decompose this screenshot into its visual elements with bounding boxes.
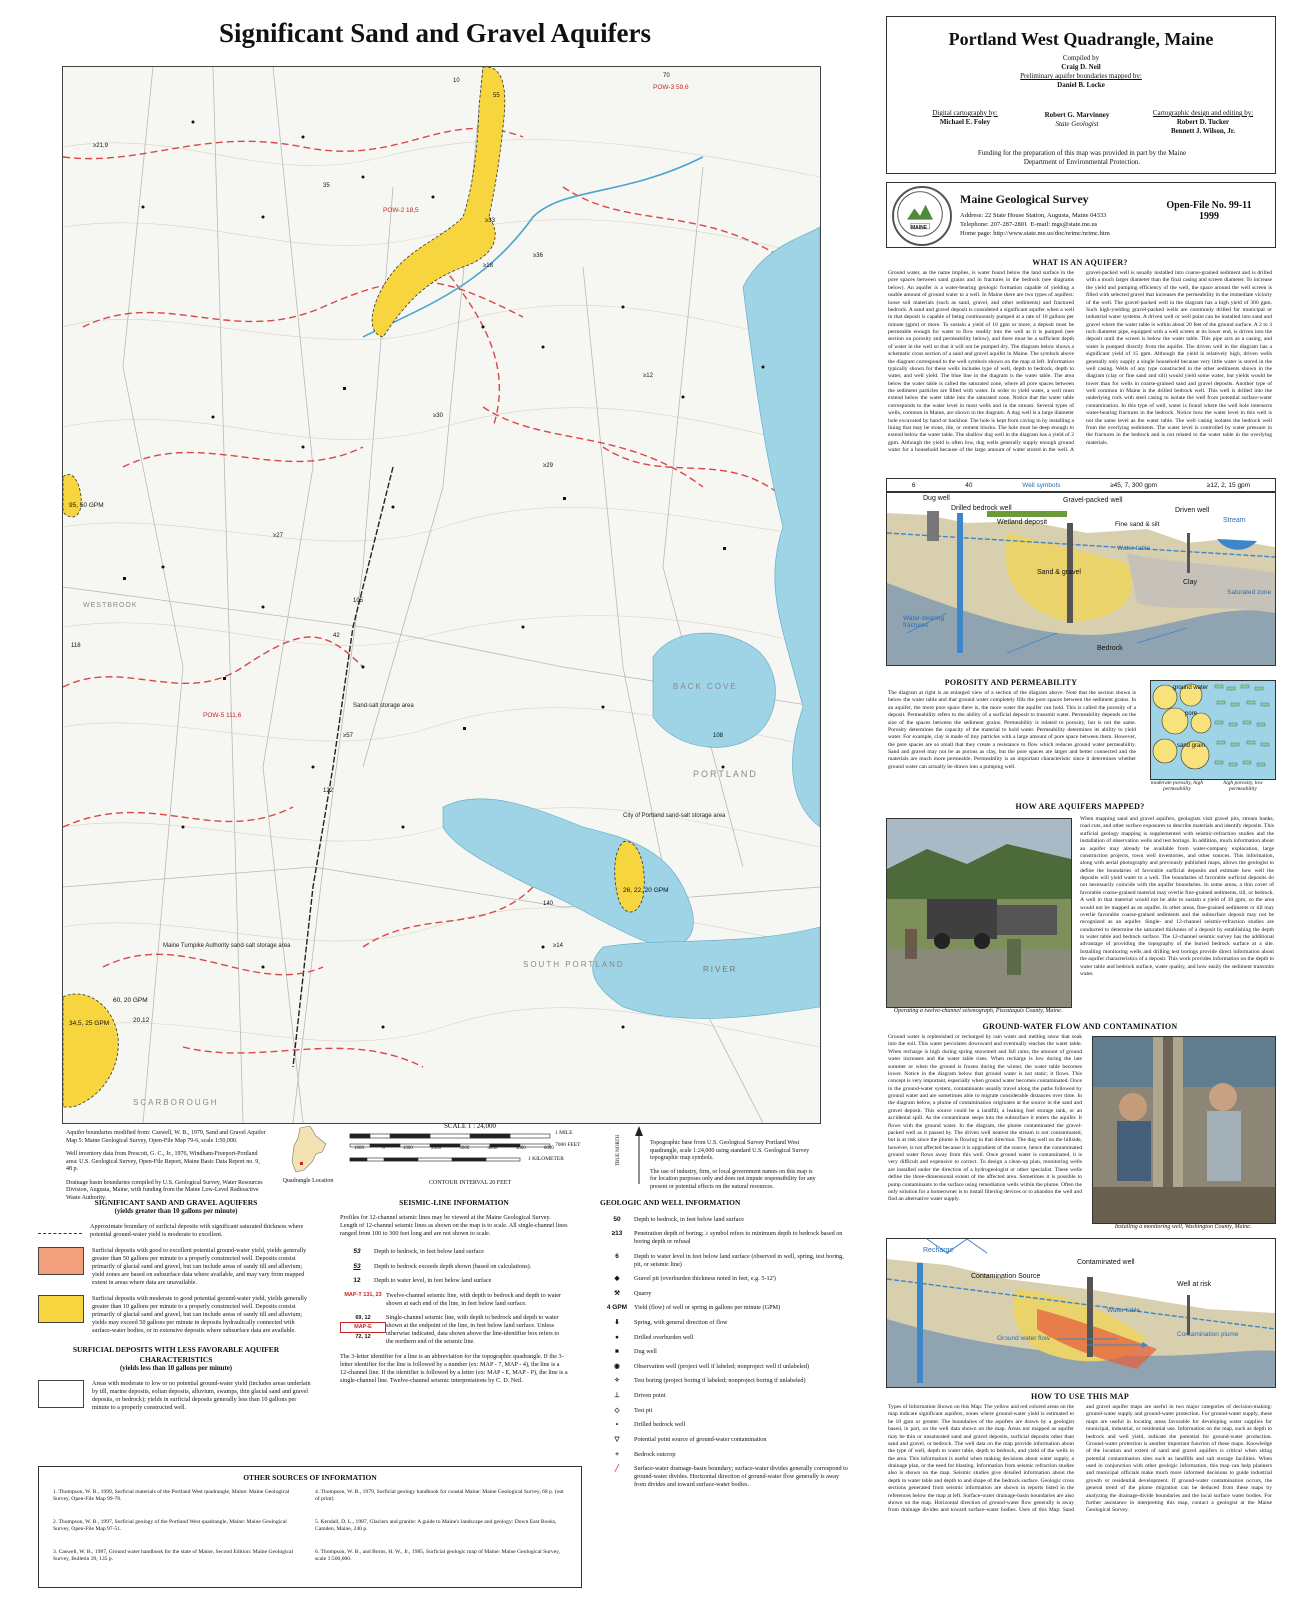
red-text: Surficial deposits with good to excellent potential ground-water yield, yields generally greater than 50 gallons per minute to a properly constructed well. Deposits consist primarily of glacial sand and gravel, but can include areas of sandy till and alluvium; yield zones are based on subsurface data where available, and may vary from mapped extent in areas where data are unavailable. [92,1246,307,1286]
seismograph-caption: Operating a twelve-channel seismograph, Piscataquis County, Maine. [893,1008,1063,1014]
open-file-label: Open-File No. 99-11 [1166,200,1252,211]
white-swatch [38,1380,84,1408]
seismic-legend [340,1198,568,1385]
depth-label: ≥21,9 [93,143,108,149]
label-well-34: 34,5, 25 GPM [69,1020,110,1027]
label-ground-water: ground water [1173,685,1209,691]
porosity-heading: POROSITY AND PERMEABILITY [944,678,1078,687]
label-fractures: Water-bearing fractures [903,615,944,629]
boundary-line-swatch [38,1223,82,1234]
depth-label: ≥12 [643,373,653,379]
label-contaminated-well: Contaminated well [1077,1259,1135,1266]
aquifer-legend [38,1198,314,1412]
topo-note: Topographic base from U.S. Geological Survey Portland West quadrangle, scale 1:24,000 using standard U.S. Geological Survey topographic map symbols. [650,1140,810,1161]
scale-label: SCALE 1 : 24,000 [443,1122,497,1130]
geologic-row [600,1334,852,1342]
scale-tick: 4000 [487,1146,498,1151]
geologic-symbol: 6 [615,1252,619,1260]
cross-section-graphic [887,493,1275,665]
open-file-number [1164,200,1254,222]
quad-title: Portland West Quadrangle, Maine [948,29,1214,49]
seal-graphic [894,188,946,240]
geologic-symbol: ╱ [615,1465,619,1473]
geologic-row-text: Test boring (project boring if labeled; nonproject boring if unlabeled) [634,1377,806,1385]
label-turnpike-sand-salt: Maine Turnpike Authority sand-salt storage area [163,943,291,949]
geologic-row-text: Yield (flow) of well or spring in gallons per minute (GPM) [634,1304,781,1312]
label-pow5: POW-5 111,6 [203,712,242,719]
depth-label: ≥36 [533,253,543,259]
geologic-row-text: Test pit [634,1406,653,1414]
twelve-channel-text: Twelve-channel seismic line, with depth to bedrock and depth to water shown at each end of the line, in feet below land surface. [386,1291,561,1307]
geologic-symbol: ⬇ [614,1318,620,1326]
scale-feet-ticks [354,1146,554,1151]
geologic-row [600,1436,852,1444]
label-back-cove: BACK COVE [673,682,738,691]
depth-label: 42 [333,633,340,639]
porosity-text: The diagram at right is an enlarged view of a section of the diagram above. Note that the section shown is below the water table and that ground water completely fills the pore spaces between the sediment grains. In an aquifer, the more pore space there is, the more water the aquifer can hold. This is called the porosity of a deposit. Permeability refers to the ability of a surficial deposit to transmit water. Permeability depends on the size of the spaces between the sediment grains. Permeability is related to porosity, but is not the same. Porosity determines the capacity of the material to hold water. Permeability determines its ability to yield water. For example, clay is made of tiny particles with a large amount of pore space between them. However, the pore spaces are so small that they create a resistance to flow which reduces ground water permeability. Sand and gravel may not be as porous as clay, but the pore spaces are larger and better connected and the materials are much more permeable. Permeability is an important characteristic since it determines whether ground water can actually be drawn into a pumping well. [888,690,1136,770]
geologic-row-text: Bedrock outcrop [634,1450,676,1458]
scale-unit-feet: 7000 FEET [555,1142,581,1148]
geologic-row-text: Observation well (project well if labeled; nonproject well if unlabeled) [634,1362,810,1370]
map-title: Significant Sand and Gravel Aquifers [218,18,652,48]
seismic-symbol: 12 [353,1277,361,1285]
geologic-row [600,1253,852,1269]
geologic-symbol: ✧ [614,1377,620,1385]
label-well-at-risk: Well at risk [1177,1281,1212,1288]
legend-aquifer-subtitle: (yields greater than 10 gallons per minute) [114,1207,238,1215]
survey-homepage[interactable]: Home page: http://www.state.me.us/doc/nrimc/nrimc.htm [960,229,1110,237]
scale-tick: 0 [382,1146,385,1151]
seismic-row [340,1314,568,1346]
single-channel-bottom: 72, 12 [355,1333,371,1340]
state-geologist-title: State Geologist [1055,120,1099,129]
geologic-row [600,1348,852,1356]
compiled-by-label: Compiled by [1062,54,1100,62]
base-notes [66,1130,266,1208]
survey-address: Address: 22 State House Station, Augusta, Maine 04333 [960,212,1107,219]
porosity-diagram [1150,680,1276,780]
open-file-year: 1999 [1199,211,1219,222]
label-ground-water-flow: Ground water flow [997,1335,1050,1342]
geologic-row [600,1216,852,1224]
depth-label: ≥33 [485,218,495,224]
depth-label: 70 [663,73,670,79]
topo-notes [650,1140,820,1191]
label-south-portland: SOUTH PORTLAND [523,960,625,969]
funding-note: Funding for the preparation of this map was provided in part by the Maine Department of Environmental Protection. [977,149,1187,167]
label-pow2: POW-2 18,5 [383,207,419,214]
geologic-row-text: Gravel pit (overburden thickness noted in feet, e.g. 5-12') [634,1275,776,1282]
label-well-20: 20,12 [133,1017,150,1024]
label-fine-sand: Fine sand & silt [1115,521,1160,528]
scale-tick: 1000 [354,1146,364,1151]
label-dug-well: Dug well [923,495,950,502]
mapping-heading: HOW ARE AQUIFERS MAPPED? [1015,802,1145,811]
prelim-label: Preliminary aquifer boundaries mapped by: [1020,72,1142,81]
geologic-symbol: + [615,1450,619,1458]
twelve-channel-symbol: MAP-T 131, 23 [344,1291,382,1298]
depth-label: ≥18 [483,263,493,269]
scale-tick: 5000 [515,1146,526,1151]
depth-label: ≥14 [553,943,563,949]
quadrangle-location-caption: Quadrangle Location [282,1178,334,1184]
digital-by: Michael E. Foley [939,118,991,127]
label-westbrook: WESTBROOK [83,602,138,609]
geologic-symbol: 50 [613,1215,621,1223]
symbol-bar-item: 6 [911,481,916,489]
source-item: 3. Caswell, W. B., 1987, Ground water handbook for the state of Maine, Second Edition: Maine Geological Survey, Bulletin 39, 135 p. [53,1549,294,1563]
maine-outline-icon [286,1126,330,1174]
depth-label: 140 [543,901,554,907]
source-item: 5. Kendall, D. L., 1987, Glaciers and granite: A guide to Maine's landscape and geology: Down East Books, Camden, Maine, 240 p. [315,1519,557,1533]
geologic-row-text: Depth to bedrock, in feet below land surface [634,1215,744,1223]
geologic-row [600,1363,852,1371]
label-recharge: Recharge [923,1247,954,1254]
depth-label: ≥29 [543,463,553,469]
monitoring-well-photo [1092,1036,1276,1224]
geologic-row [600,1465,852,1489]
survey-contact [960,212,1110,238]
label-sand-salt: Sand-salt storage area [353,703,414,709]
source-item: 4. Thompson, W. B., 1979, Surficial geology handbook for coastal Maine: Maine Geological Survey, 68 p. (out of print) [315,1489,564,1503]
geologic-rows [600,1216,852,1490]
label-driven-well: Driven well [1175,507,1210,514]
geologic-symbol: ■ [615,1348,619,1356]
yellow-aquifers[interactable] [63,67,644,1107]
scale-unit-mile: 1 MILE [555,1130,573,1136]
fore-river [443,799,693,947]
geologic-row [600,1230,852,1246]
geologic-symbol: ◇ [614,1406,620,1414]
symbol-bar-item: 40 [965,481,973,489]
porosity-caption-right: high porosity, low permeability [1223,780,1263,792]
label-well-26: 26, 22, 20 GPM [623,887,669,894]
label-water-table-2: Water table [1107,1307,1140,1314]
label-drilled-bedrock-well: Drilled bedrock well [951,505,1012,512]
geologic-row-text: Potential point source of ground-water contamination [634,1435,767,1443]
compiler-name: Craig D. Neil [1061,63,1101,72]
geologic-row-text: Drilled bedrock well [634,1421,686,1429]
source-item: 2. Thompson, W. B., 1997, Surficial geology of the Portland West quadrangle, Maine: Maine Geological Survey, Open-File Map 97-51. [53,1519,287,1533]
label-sand-grain: sand grain [1177,743,1206,749]
white-text: Areas with moderate to low or no potential ground-water yield (includes areas underlain by till, marine deposits, eolian deposits, alluvium, swamps, thin glacial sand and gravel deposits, or bedrock); yields in surficial deposits generally less than 10 gallons per minute to a properly constructed well. [92,1379,311,1411]
label-scarborough: SCARBOROUGH [133,1098,219,1107]
quadrangle-location-map [286,1126,330,1174]
scale-tick: 3000 [459,1146,470,1151]
seismic-intro: Profiles for 12-channel seismic lines may be viewed at the Maine Geological Survey. Length of 12-channel seismic lines as shown on the map is to scale. All single-channel lines ranged from 100 to 300 feet long and are not shown to scale. [340,1213,568,1237]
seismic-row [340,1248,568,1256]
contour-interval: CONTOUR INTERVAL 20 FEET [428,1180,512,1186]
porosity-caption-left: moderate porosity, high permeability [1150,780,1204,792]
geologic-row [600,1304,852,1312]
design-by-1: Robert D. Tucker [1176,118,1230,127]
symbol-bar-item: Well symbols [1022,481,1061,489]
single-channel-symbol [340,1314,386,1341]
geologic-row [600,1275,852,1283]
use-heading: HOW TO USE THIS MAP [1030,1392,1130,1401]
label-stream: Stream [1223,517,1246,524]
design-by-2: Bennett J. Wilson, Jr. [1170,127,1236,136]
label-portland-sand-salt: City of Portland sand-salt storage area [623,813,726,819]
north-arrow-icon [632,1126,646,1186]
aquifer-cross-section [886,492,1276,666]
label-saturated-zone: Saturated zone [1227,589,1272,596]
geologic-row [600,1421,852,1429]
scale-tick: 2000 [431,1146,442,1151]
well-symbol-bar [886,478,1276,492]
seismic-row [340,1292,568,1308]
label-gravel-packed-well: Gravel-packed well [1063,497,1123,504]
label-pow3: POW-3 59,6 [653,84,689,91]
seismograph-photo [886,818,1072,1008]
scale-unit-km: 1 KILOMETER [528,1156,564,1162]
seal-text: MAINE [911,225,928,231]
label-wetland: Wetland deposit [997,519,1048,526]
geologic-symbol: ◉ [614,1362,620,1370]
presumpscot-estuary [743,227,820,827]
base-note: Drainage basin boundaries compiled by U.S. Geological Survey, Water Resources Division, Augusta, Maine, with funding from the Maine Low-Level Radioactive Waste Authority. [66,1179,263,1201]
label-contamination-source: Contamination Source [971,1273,1041,1280]
scarborough-aquifer[interactable] [63,994,118,1107]
source-item: 1. Thompson, W. B., 1999, Surficial materials of the Portland West quadrangle, Maine: Maine Geological Survey, Open-File Map 99-78. [53,1489,290,1503]
label-water-table: Water table [1117,545,1150,552]
topo-note: The use of industry, firm, or local government names on this map is for location purposes only and does not impute responsibility for any present or potential effects on the natural resources. [650,1168,816,1190]
use-text: Types of Information Shown on this Map: The yellow and red colored areas on the map indicate significant aquifers, zones where ground-water yield is estimated to be 10 gpm or greater. The boundaries of the aquifers are drawn by a geologist based, in part, on the well data shown on the map. Areas not mapped as aquifer may be thin or unsaturated sand and gravel deposits, surficial deposits other than sand and gravel, or bedrock. The well data on the map provide information about the type of well, depth to water table, depth to bedrock, and yield of the wells in the area. This information is useful when making decisions about water supply, a drainage plan, or the need for blasting. Information from seismic refraction studies also is shown on the map. Seismic studies give detailed information about the depth to water table and depth to and shape of the bedrock surface. Geologic cross sections generated from seismic information are shown in reports listed in the references below the map at left. Surface-water drainage-basin boundaries are also shown on the map. Horizontal direction of ground-water flow generally is away from drainage divides and toward surface-water bodies. Uses of this Map: Sand and gravel aquifer maps are useful in two major categories of decision-making: ground-water supply and ground-water protection. For ground-water supply, these maps are useful in locating areas favorable for developing water supplies for municipal, industrial, or residential use. Information on the map, such as depth to bedrock and well yield, indicate the potential for ground-water production. Ground-water protection is another important function of these maps. Knowledge of the location and extent of sand and gravel aquifers is critical when siting potential contamination sites such as landfills and salt storage facilities. When used in conjunction with other geologic information, this map can help planners and municipal officials make much more informed decisions to guide industrial growth or residential development. If ground-water contamination occurs, the general trend of the plume migration can be deduced from these maps by analyzing the drainage-divide boundaries and the local surface water bodies. For further assistance in interpreting this map, contact a geologist at the Maine Geological Survey. [888,1404,1272,1514]
geologic-symbol: ◆ [614,1275,620,1282]
label-river: RIVER [703,965,738,974]
single-channel-text: Single-channel seismic line, with depth to bedrock and depth to water shown at the endpoint of the line, in feet below land surface. Unless otherwise indicated, data shown above the line-identifier box refers to the northern end of the seismic line. [386,1314,560,1346]
base-note: Aquifer boundaries modified from: Caswell, W. B., 1979, Sand and Gravel Aquifer Map 5: Maine Geological Survey, Open-File Map 79-6, scale 1:50,000. [66,1130,266,1144]
label-portland: PORTLAND [693,769,758,779]
depth-label: ≥27 [273,533,283,539]
state-geologist-name: Robert G. Marvinney [1044,111,1110,119]
geologic-row-text: Penetration depth of boring; ≥ symbol refers to minimum depth to bedrock based on boring depth or refusal [634,1230,843,1246]
geologic-symbol: 4 GPM [606,1304,628,1312]
true-north-label: TRUE NORTH [616,1134,621,1166]
geologic-row-text: Spring, with general direction of flow [634,1318,728,1326]
depth-label: 10 [453,78,460,84]
geologic-row-text: Depth to water level in feet below land surface (observed in well, spring, test boring, pit, or seismic line) [634,1252,844,1268]
boundary-text: Approximate boundary of surficial deposits with significant saturated thickness where potential ground-water yield is moderate to excellent. [90,1222,304,1238]
sources-title: OTHER SOURCES OF INFORMATION [243,1473,377,1482]
single-channel-top: 69, 12 [355,1315,371,1322]
depth-label: 118 [71,643,81,649]
red-swatch [38,1247,84,1275]
contamination-text: Ground water is replenished or recharged by rain water and melting snow that soak into the soil. This water percolates downward and eventually reaches the water table. When recharge is high during spring snowmelt and fall rains, the amount of ground water increases and the water table rises. When recharge is low during the late summer or when the ground is frozen during the winter, the water table becomes lower. Notice in the diagram below that ground water is not static; it flows. This concept is very important, especially when ground water becomes contaminated. Once in the ground-water system, contaminants usually travel along the paths followed by ground water and are sometimes able to migrate considerable distances over time. In the diagram below, a plume of contamination originates at the source in the sand and gravel deposit. This source could be a landfill, a leaking fuel storage tank, or an accidental spill. As the contaminant seeps into the subsurface it enters the aquifer. It flows with the ground water. In the diagram, the plume contaminated the gravel-packed well as it passed by. The driven well nearest the stream is not contaminated, but is at risk since the plume is flowing in that direction. The dug well on the hillside, however, is not affected because it is upgradient of the source, hence the contaminated ground water flows away from this well. Once ground water is contaminated, it is very difficult and expensive to correct. To design a clean-up plan, monitoring wells are installed under the direction of a hydrogeologist or other specialist. These wells define the three-dimensional extent of the affected area. Sometimes it is possible to pump contaminants to the surface using remediation wells within the plume. Often the only solution for a homeowner is to install filtering devices or to abandon the well and find an alternative water supply. [888,1034,1082,1203]
label-bedrock: Bedrock [1097,645,1123,652]
label-well-60: 60, 20 GPM [113,997,148,1004]
geologic-row-text: Driven point [634,1392,666,1399]
label-clay: Clay [1183,579,1198,586]
depth-label: 105 [353,598,364,604]
depth-label: 35 [323,183,330,189]
seismic-symbol: 53 [353,1247,361,1255]
porosity-graphic [1151,681,1275,779]
aquifer-text: Ground water, as the name implies, is water found below the land surface in the pore spaces between sand grains and in fractures in the bedrock (see diagrams below). An aquifer is a water-bearing geologic formation capable of yielding a usable amount of ground water to a well. In Maine there are two types of aquifers: loose soil materials (such as sand, gravel, and other sediments) and fractured bedrock. A sand and gravel deposit is considered a significant aquifer when a well in that deposit is capable of being continuously pumped at a rate of 10 gallons per minute (gpm) or more. To sustain a yield of 10 gpm or more, a deposit must be permeable enough for water to flow readily into the well as it is pumped (see section on porosity and permeability below), and there must be a sufficient depth of water in the well so that it will not be pumped dry. The diagram below shows a schematic cross section of a sand and gravel aquifer in Maine. The symbols above the diagram correspond to the well symbols shown on the map at left. Information typically shown for these wells includes type of well, depth to bedrock, depth to water, and well yield. The blue line in the diagram is the water table. The area below the water table is called the saturated zone, where all pore spaces between the sediment particles are filled with water. In order to yield water, a well must extend below the water table into the saturated zone. Notice that the water table corresponds to the water level in most wells and in the stream. Several types of wells, common in Maine, are shown in the diagram. A dug well is a large diameter hole excavated by hand or backhoe. The hole is kept from caving in by installing a lining that may be stone, tile, or cement blocks. The hole must be deep enough to extend below the water table. The shallow dug well in the diagram has a yield of 2 gpm. Although the yield is often low, dug wells generally supply enough ground water for a household because of the large amount of water stored in the well. A gravel-packed well is usually installed into coarse-grained sediment and is drilled with a much larger diameter than the final casing and screen diameter. To increase the yield and pumping efficiency of the well, the space around the well screen is filled with selected gravel that increases the permeability in the immediate vicinity of the well. The gravel-packed well in the diagram has a high yield of 300 gpm. Such high-yielding gravel-packed wells are commonly drilled for municipal or industrial water systems. A driven well or well point can be installed into sand and gravel where the water table is within about 20 feet of the ground surface. A 2 to 3 inch diameter pipe, equipped with a well screen at its lower end, is driven into the deposit until the screen is below the water table. This pipe acts as a casing, and water is pumped directly from the aquifer. The driven well in the diagram has a significant yield of 15 gpm. Although the yield is relatively high, driven wells generally only supply a single household because very little water is stored in the well casing. Wells of any type constructed in the other sediments shown in the diagram (clay or fine sand and silt) would yield some water, but yields would be lower than for wells in coarse-grained sand and gravel deposits. Another type of well common in Maine is the drilled bedrock well. This well is drilled into the underlying rock with steel casing to isolate the well from potential surface-water contamination. In this type of well, water is found where the well hole intersects water-bearing fractures in the bedrock. Notice how the water level in this well is not the same level as the water table. The well casing isolates the bedrock well from the overlying sediments. The water level is controlled by water pressure in the fractures in the bedrock and is not related to the water table in the overlying materials. [888,270,1272,453]
label-well-95: 95, 50 GPM [69,502,104,509]
scale-tick: 1000 [402,1146,413,1151]
single-channel-id: MAP-E [340,1322,386,1332]
seismic-row [340,1277,568,1285]
mapping-text: When mapping sand and gravel aquifers, geologists visit gravel pits, stream banks, road cuts, and other surface exposures to describe materials and identify deposits. This surficial geology mapping is supplemented with seismic-refraction studies and the installation of observation wells and test borings. In addition, much information about an aquifer may already be available from water-company exploration, large construction projects, town well inventories, and other sources. This information, along with aerial photography and previously published maps, allows the geologist to define the boundaries of favorable surficial deposits and estimate how well the deposits will yield water to a well. The boundaries of favorable surficial deposits do not necessarily coincide with the aquifer boundaries. In some areas, a thin cover of favorable coarse-grained material may overlie fine-grained sediments, till, or bedrock. A well in that material would not be able to sustain a yield of 10 gpm, so the area would not be mapped as an aquifer. In other areas, fine-grained sediments or till may overlie favorable coarse-grained sediments and the subsurface deposit may not be recognized as an aquifer. Single- and 12-channel seismic-refraction studies are conducted to determine the saturated thickness of a deposit by establishing the depth to water table and bedrock surface. The 12-channel seismic survey has the additional advantage of providing the topography of the buried bedrock surface at a site. Installing monitoring wells and drilling test borings provide direct information about the aquifer characteristics of a deposit. This work provides information on the depth to water table and bedrock surface, water quality, and how easily the sediment transmits water. [1080,816,1274,977]
scale-tick: 6000 [543,1146,554,1151]
base-note: Well inventory data from Prescott, G. C., Jr., 1976, Windham-Freeport-Portland area: U.S. Geological Survey, Open-File Report, Maine Basic Data Report no. 9, 48 p. [66,1151,260,1172]
department-seal-icon [892,186,952,246]
geologic-symbol: • [615,1421,619,1429]
contamination-diagram [886,1238,1276,1388]
depth-label: ≥30 [433,413,443,419]
presumpscot-river [363,157,703,337]
geologic-row-text: Quarry [634,1289,652,1297]
seismic-title: SEISMIC-LINE INFORMATION [399,1198,509,1207]
label-pore: pore [1185,711,1198,717]
legend-aquifer-title: SIGNIFICANT SAND AND GRAVEL AQUIFERS [94,1198,258,1207]
yellow-text: Surficial deposits with moderate to good potential ground-water yield, yields generally greater than 10 gallons per minute to a properly constructed well. Deposits consist primarily of glacial sand and gravel, but can include areas of sandy till and alluvium; yields may exceed 50 gallons per minute in deposits hydraulically connected with surface-water bodies, or in extensive deposits where subsurface data are available. [92,1295,307,1335]
seismic-row [340,1263,568,1271]
geologic-symbol: ≥13 [611,1230,623,1238]
label-sand-gravel: Sand & gravel [1037,569,1081,576]
geologic-symbol: ● [615,1333,619,1341]
legend-less-title: SURFICIAL DEPOSITS WITH LESS FAVORABLE AQUIFER CHARACTERISTICS [72,1345,280,1365]
geologic-row [600,1451,852,1459]
survey-telephone: Telephone: 207-287-2801 [960,220,1028,228]
geologic-row-text: Surface-water drainage-basin boundary; surface-water divides generally correspond to ground-water divides. Horizontal direction of ground-water flow generally is away from divides and toward surface-water bodies. [634,1465,848,1489]
photo-graphic [887,819,1071,1007]
geologic-row-text: Drilled overburden well [634,1333,694,1341]
seismic-row-text: Depth to bedrock, in feet below land surface [374,1247,484,1255]
seismic-row-text: Depth to water level, in feet below land surface [374,1277,492,1285]
title-block [886,16,1276,174]
map-canvas [63,67,820,1123]
aquifer-heading: WHAT IS AN AQUIFER? [1032,258,1128,267]
depth-label: ≥57 [343,733,353,739]
survey-email[interactable]: E-mail: mgs@state.me.us [1030,220,1098,228]
geologic-title: GEOLOGIC AND WELL INFORMATION [600,1198,741,1207]
legend-less-subtitle: (yields less than 10 gallons per minute) [119,1364,233,1372]
depth-label: 122 [323,788,334,794]
geologic-row [600,1377,852,1385]
source-item: 6. Thompson, W. B., and Borns, H. W., Jr., 1985, Surficial geologic map of Maine: Maine Geological Survey, scale 1:500,000. [315,1549,561,1563]
survey-name: Maine Geological Survey [960,192,1089,206]
geologic-row [600,1319,852,1327]
geologic-legend [600,1198,852,1496]
seismic-note: The 3-letter identifier for a line is an abbreviation for the topographic quadrangle. If the 3-letter identifier for the line is followed by a number (ex: MAP - 7, MAP - 4), the line is a 12-channel line. If the identifier is followed by a letter (ex: MAP - E, MAP - P), the line is a single-channel line. Twelve-channel seismic interpretations by C. D. Neil. [340,1352,568,1384]
geologic-row-text: Dug well [634,1348,657,1356]
digital-label: Digital cartography by: [932,109,998,117]
geologic-symbol: ⚒ [614,1289,620,1297]
geologic-symbol: ▽ [614,1435,620,1443]
geologic-row [600,1392,852,1400]
highway-line [293,467,393,1067]
symbol-bar-item: ≥12, 2, 15 gpm [1206,481,1251,489]
geologic-row [600,1407,852,1415]
design-label: Cartographic design and editing by: [1152,109,1254,117]
depth-label: 108 [713,733,724,739]
other-sources [38,1466,582,1588]
photo-graphic [1093,1037,1275,1223]
contamination-heading: GROUND-WATER FLOW AND CONTAMINATION [982,1022,1178,1031]
prelim-mapper: Daniel B. Locke [1057,81,1105,90]
depth-label: 55 [493,93,500,99]
geologic-row [600,1290,852,1298]
west-edge-aquifer[interactable] [63,474,81,517]
monitoring-well-caption: Installing a monitoring well, Washington County, Maine. [1114,1224,1252,1230]
seismic-row-text: Depth to bedrock exceeds depth shown (based on calculations). [374,1262,532,1270]
symbol-bar-item: ≥45, 7, 300 gpm [1110,481,1158,489]
label-contamination-plume: Contamination plume [1177,1331,1239,1338]
scale-bar [340,1122,600,1186]
geologic-symbol: ⊥ [614,1392,620,1399]
seismic-symbol: 53 [353,1262,361,1270]
aquifer-map[interactable] [62,66,821,1124]
yellow-swatch [38,1295,84,1323]
